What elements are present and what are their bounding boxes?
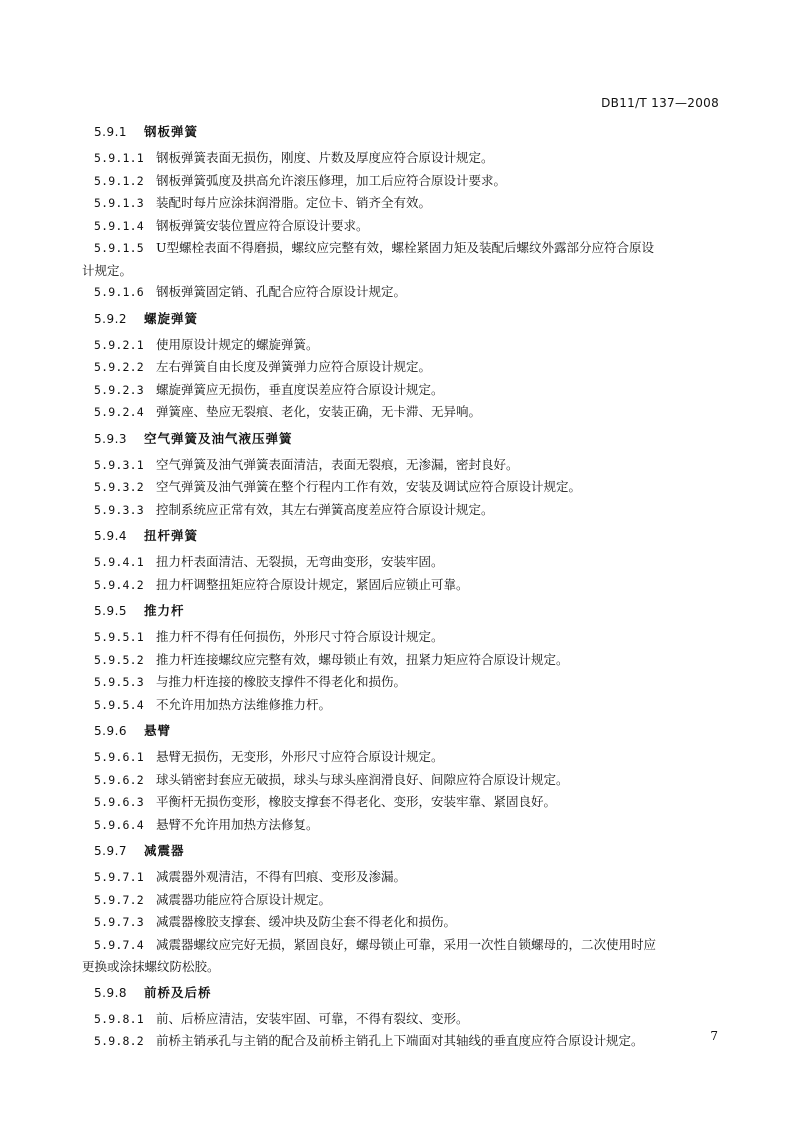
- section-heading: [94, 601, 720, 624]
- clause: [94, 454, 720, 477]
- clause-text: U型螺栓表面不得磨损，螺纹应完整有效，螺栓紧固力矩及装配后螺纹外露部分应符合原设: [156, 240, 655, 255]
- section-title: 螺旋弹簧: [144, 310, 199, 326]
- clause-text: 不允许用加热方法维修推力杆。: [156, 696, 332, 712]
- clause-number: 5.9.2.4: [94, 405, 144, 419]
- section-title: 前桥及后桥: [144, 984, 212, 1000]
- section-number: 5.9.7: [94, 844, 128, 858]
- clause-number: 5.9.5.2: [94, 652, 144, 667]
- clause-text: 减震器外观清洁，不得有凹痕、变形及渗漏。: [156, 869, 407, 884]
- clause: [94, 170, 720, 193]
- clause-number: 5.9.2.3: [94, 382, 144, 397]
- clause-number: 5.9.8.2: [94, 1034, 144, 1048]
- clause-text: 装配时每片应涂抹润滑脂。定位卡、销齐全有效。: [156, 195, 432, 210]
- section-heading: [94, 526, 720, 549]
- section-title: 推力杆: [144, 603, 185, 618]
- clause-number: 5.9.4.1: [94, 555, 144, 569]
- section-number: 5.9.1: [94, 125, 128, 139]
- clause-number: 5.9.7.4: [94, 937, 144, 952]
- clause-text: 推力杆不得有任何损伤，外形尺寸符合原设计规定。: [156, 629, 444, 644]
- clause-text: 左右弹簧自由长度及弹簧弹力应符合原设计规定。: [156, 359, 432, 374]
- clause: [94, 769, 720, 792]
- clause-number: 5.9.3.3: [94, 502, 144, 517]
- clause-number: 5.9.6.2: [94, 772, 144, 787]
- clause-number: 5.9.7.3: [94, 915, 144, 929]
- clause-text: 钢板弹簧固定销、孔配合应符合原设计规定。: [156, 284, 407, 299]
- section-heading: [94, 309, 720, 332]
- clause-text: 空气弹簧及油气弹簧在整个行程内工作有效，安装及调试应符合原设计规定。: [156, 479, 582, 494]
- clause-number: 5.9.5.3: [94, 675, 144, 689]
- clause-text: 使用原设计规定的螺旋弹簧。: [156, 336, 319, 352]
- section-number: 5.9.8: [94, 985, 128, 1000]
- section-title: 悬臂: [144, 723, 172, 738]
- clause-text: 扭力杆表面清洁、无裂损，无弯曲变形，安装牢固。: [156, 554, 444, 569]
- clause-text: 悬臂不允许用加热方法修复。: [156, 816, 319, 832]
- clause-text: 扭力杆调整扭矩应符合原设计规定，紧固后应锁止可靠。: [156, 576, 469, 592]
- clause-text: 与推力杆连接的橡胶支撑件不得老化和损伤。: [156, 674, 407, 689]
- clause: [94, 791, 720, 814]
- clause: [94, 334, 720, 357]
- clause: [82, 934, 720, 978]
- clause: [94, 476, 720, 499]
- document-code: DB11/T 137—2008: [601, 96, 719, 110]
- clause-number: 5.9.6.3: [94, 795, 144, 809]
- clause-number: 5.9.1.2: [94, 173, 144, 188]
- clause: [82, 237, 720, 281]
- clause-number: 5.9.1.4: [94, 218, 144, 233]
- page-number: 7: [710, 1029, 718, 1043]
- clause-number: 5.9.8.1: [94, 1011, 144, 1026]
- section-heading: [94, 429, 720, 452]
- clause-text: 前、后桥应清洁，安装牢固、可靠，不得有裂纹、变形。: [156, 1010, 469, 1026]
- clause-text: 平衡杆无损伤变形，橡胶支撑套不得老化、变形，安装牢靠、紧固良好。: [156, 794, 557, 809]
- clause-number: 5.9.2.1: [94, 337, 144, 352]
- clause-number: 5.9.2.2: [94, 360, 144, 374]
- clause: [94, 551, 720, 574]
- clause: [94, 889, 720, 912]
- section-heading: [94, 983, 720, 1006]
- clause-number: 5.9.1.3: [94, 196, 144, 210]
- clause-number: 5.9.1.6: [94, 285, 144, 299]
- section-number: 5.9.6: [94, 724, 128, 738]
- clause-text: 减震器螺纹应完好无损，紧固良好，螺母锁止可靠，采用一次性自锁螺母的，二次使用时应: [156, 936, 657, 952]
- section-heading: [94, 841, 720, 864]
- clause-text: 球头销密封套应无破损，球头与球头座润滑良好、间隙应符合原设计规定。: [156, 771, 569, 787]
- section-number: 5.9.4: [94, 529, 128, 543]
- clause: [94, 192, 720, 215]
- clause-text: 弹簧座、垫应无裂痕、老化，安装正确，无卡滞、无异响。: [156, 404, 482, 419]
- clause: [94, 626, 720, 649]
- section-title: 钢板弹簧: [144, 124, 199, 139]
- clause-text: 减震器橡胶支撑套、缓冲块及防尘套不得老化和损伤。: [156, 914, 457, 929]
- clause-text: 前桥主销承孔与主销的配合及前桥主销孔上下端面对其轴线的垂直度应符合原设计规定。: [156, 1033, 644, 1048]
- clause: [94, 356, 720, 379]
- document-body: [82, 117, 720, 1053]
- clause: [94, 1030, 720, 1053]
- clause-text: 空气弹簧及油气弹簧表面清洁，表面无裂痕，无渗漏，密封良好。: [156, 456, 519, 472]
- clause: [94, 911, 720, 934]
- clause-number: 5.9.5.1: [94, 630, 144, 644]
- clause-text: 控制系统应正常有效，其左右弹簧高度差应符合原设计规定。: [156, 501, 494, 517]
- clause-number: 5.9.5.4: [94, 697, 144, 712]
- clause-number: 5.9.6.1: [94, 750, 144, 764]
- clause: [94, 866, 720, 889]
- clause: [94, 281, 720, 304]
- clause-number: 5.9.4.2: [94, 577, 144, 592]
- clause: [94, 694, 720, 717]
- section-heading: [94, 122, 720, 145]
- section-heading: [94, 721, 720, 744]
- clause: [94, 499, 720, 522]
- section-number: 5.9.5: [94, 604, 128, 618]
- clause: [94, 147, 720, 170]
- clause-text: 钢板弹簧安装位置应符合原设计要求。: [156, 217, 369, 233]
- clause: [94, 574, 720, 597]
- clause-text: 钢板弹簧弧度及拱高允许滚压修理，加工后应符合原设计要求。: [156, 172, 507, 188]
- section-title: 减震器: [144, 843, 185, 858]
- clause: [94, 379, 720, 402]
- clause-text: 减震器功能应符合原设计规定。: [156, 891, 332, 907]
- clause-number: 5.9.6.4: [94, 817, 144, 832]
- clause-number: 5.9.1.1: [94, 151, 144, 165]
- clause-number: 5.9.7.1: [94, 870, 144, 884]
- clause: [94, 401, 720, 424]
- clause: [94, 215, 720, 238]
- clause-text: 悬臂无损伤，无变形，外形尺寸应符合原设计规定。: [156, 749, 444, 764]
- clause-number: 5.9.7.2: [94, 892, 144, 907]
- section-title: 空气弹簧及油气液压弹簧: [144, 430, 293, 446]
- section-title: 扭杆弹簧: [144, 528, 199, 543]
- section-number: 5.9.3: [94, 431, 128, 446]
- section-number: 5.9.2: [94, 311, 128, 326]
- clause-text: 钢板弹簧表面无损伤，刚度、片数及厚度应符合原设计规定。: [156, 150, 494, 165]
- clause-number: 5.9.3.1: [94, 457, 144, 472]
- clause: [94, 671, 720, 694]
- clause-number: 5.9.1.5: [94, 241, 144, 255]
- clause-text: 螺旋弹簧应无损伤，垂直度误差应符合原设计规定。: [156, 381, 444, 397]
- clause-text-continuation: 更换或涂抹螺纹防松胶。: [82, 959, 220, 974]
- clause-text-continuation: 计规定。: [82, 262, 133, 278]
- clause-number: 5.9.3.2: [94, 480, 144, 494]
- clause: [94, 649, 720, 672]
- clause: [94, 814, 720, 837]
- clause: [94, 746, 720, 769]
- clause-text: 推力杆连接螺纹应完整有效，螺母锁止有效，扭紧力矩应符合原设计规定。: [156, 651, 569, 667]
- clause: [94, 1008, 720, 1031]
